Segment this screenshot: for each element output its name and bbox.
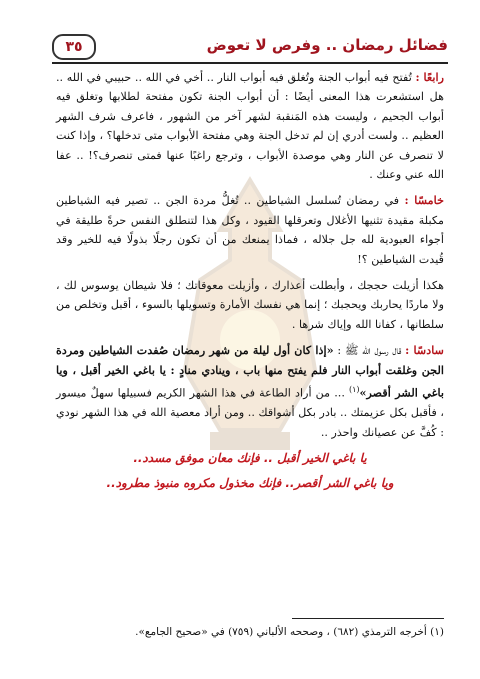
paragraph-fourth [56,68,444,184]
paragraph-lead: خامسًا : [404,193,444,208]
paragraph-text: في رمضان تُسلسل الشياطين .. تُغلُّ مردة الجن .. تصير فيه الشياطين مكبلة مقيدة تثنيها الأغلال وتعرقلها القيود ، وكل هذا لتنطلق النفس حرةً طليقة في أجواء العبودية لله جل جلاله ، فماذا يمنعك من أن تكون رجلًا بذولًا فيه للخير وقد قُيدت الشياطين ؟! [56,194,444,266]
footnote: (١) أخرجه الترمذي (٦٨٢) ، وصححه الألباني (٧٥٩) في «صحيح الجامع». [135,626,444,638]
footnote-reference[interactable]: (١) [348,385,360,395]
running-title: فضائل رمضان .. وفرص لا تعوض [206,36,448,54]
paragraph-sixth [56,341,444,442]
paragraph-lead: سادسًا : [405,343,444,358]
page-number: ٣٥ [52,34,96,60]
dua-line: ويا باغي الشر أقصر.. فإنك مخذول مكروه منبوذ مطرود.. [106,476,394,491]
paragraph-lead: رابعًا : [415,70,444,84]
paragraph-excuses [56,276,444,334]
paragraph-text: ... من أراد الطاعة في هذا الشهر الكريم فسبيلها سهلٌ ميسور ، فأقبل بكل عزيمتك .. بادر بكل أشواقك .. ومن أراد معصية الله في هذا الشهر نودي : كُفَّ عن عصيانك واحذر .. [56,386,444,439]
hadith-intro: قال رسول الله ﷺ : [337,344,402,358]
header-divider [52,62,448,64]
page-header [52,34,448,60]
body-text [56,68,444,500]
paragraph-text: تُفتح فيه أبواب الجنة وتُغلق فيه أبواب النار .. أخي في الله .. حبيبي في الله .. هل استشعرت هذا المعنى أيضًا : أن أبواب الجنة تكون مفتحة لطلابها وتغلق فيه أبواب الجحيم ، وليست هذه المَنقبة لشهر آخر من الشهور ، فاعرف شرف الشهر العظيم .. ولست أدري إن لم تدخل الجنة وهي مفتحة الأبواب متى تدخلها؟ ، وإذا كنت لا تنصرف عن النار وهي موصدة الأبواب ، وترجع راغبًا عنها فمتى تنصرف؟! .. عفا الله عني وعنك . [56,71,444,182]
paragraph-fifth [56,191,444,269]
footnote-divider [292,618,444,619]
dua-line: يا باغي الخير أقبل .. فإنك معان موفق مسدد.. [133,451,367,466]
hadith-quote: «إذا كان أول ليلة من شهر رمضان صُفدت الشياطين ومردة الجن وغلقت أبواب النار فلم يفتح منها باب ، وينادي منادٍ : يا باغي الخير أقبل ، ويا باغي الشر أقصر» [56,343,445,400]
paragraph-text: هكذا أزيلت حججك ، وأبطلت أعذارك ، وأزيلت معوقاتك ؛ فلا شيطان يوسوس لك ، ولا ماردًا يحاربك ويحجبك ؛ إنما هي نفسك الأمارة وتسويلها بالسوء ، أقبل وتخلص من سلطانها ، كفانا الله وإياك شرها . [56,279,444,331]
